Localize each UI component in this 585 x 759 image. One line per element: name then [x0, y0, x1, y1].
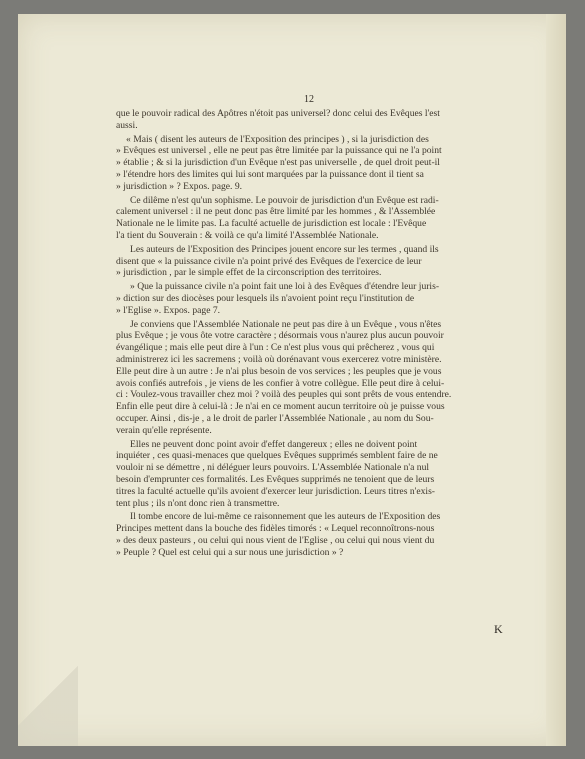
text-line: Elles ne peuvent donc point avoir d'effet dangereux ; elles ne doivent point: [130, 438, 418, 450]
page-spine: [546, 14, 566, 746]
paragraph-1: [116, 108, 504, 132]
paragraph-3: [116, 195, 504, 242]
text-line: Nationale ne le limite pas. La faculté actuelle de jurisdiction est locale : l'Evêque: [116, 218, 427, 230]
text-line: » Peuple ? Quel est celui qui a sur nous une jurisdiction » ?: [116, 546, 344, 558]
page-number: 12: [304, 94, 314, 105]
text-line: » diction sur des diocèses pour lesquels ils n'avoient point reçu l'institution de: [116, 292, 415, 304]
text-line: avois confiés autrefois , je viens de les confier à votre collègue. Elle peut dire à celui-: [116, 377, 445, 389]
text-line: verain qu'elle représente.: [116, 424, 212, 436]
text-line: » jurisdiction , par le simple effet de la circonscription des territoires.: [116, 267, 382, 279]
page-body: [116, 108, 504, 560]
text-line: » Evêques est universel , elle ne peut pas être limitée par la puissance qui ne l'a point: [116, 145, 442, 157]
paragraph-2: [116, 134, 504, 193]
text-line: l'a tient du Souverain : & voilà ce qu'a limité l'Assemblée Nationale.: [116, 229, 379, 241]
paragraph-4: [116, 244, 504, 279]
text-line: » établie ; & si la jurisdiction d'un Evêque n'est pas universelle , de quel droit peut-il: [116, 157, 440, 169]
text-line: » des deux pasteurs , ou celui qui nous vient de l'Eglise , ou celui qui nous vient du: [116, 534, 435, 546]
text-line: plus Evêque ; je vous ôte votre caractère ; désormais vous n'aurez plus aucun pouvoir: [116, 330, 444, 342]
text-line: aussi.: [116, 119, 138, 131]
text-line: Elle peut dire à un autre : Je n'ai plus besoin de vos services ; les peuples que je vous: [116, 365, 442, 377]
text-line: que le pouvoir radical des Apôtres n'étoit pas universel? donc celui des Evêques l'est: [116, 108, 440, 119]
text-line: Les auteurs de l'Exposition des Principes jouent encore sur les termes , quand ils: [130, 243, 439, 255]
text-line: » l'étendre hors des limites qui lui sont marquées par la puissance dont il tient sa: [116, 168, 424, 180]
text-line: disent que « la puissance civile n'a point privé des Evêques de l'exercice de leur: [116, 255, 422, 267]
text-line: Enfin elle peut dire à celui-là : Je n'ai en ce moment aucun territoire où je puisse vous: [116, 401, 445, 413]
text-line: Il tombe encore de lui-même ce raisonnement que les auteurs de l'Exposition des: [130, 511, 441, 523]
text-line: Principes mettent dans la bouche des fidèles timorés : « Lequel reconnoîtrons-nous: [116, 523, 435, 535]
paragraph-5: [116, 281, 504, 316]
text-line: » l'Eglise ». Expos. page 7.: [116, 304, 221, 316]
text-line: calement universel : il ne peut donc pas être limité par les hommes , & l'Assemblée: [116, 206, 436, 218]
text-line: titres la faculté actuelle qu'ils avoient d'exercer leur jurisdiction. Leurs titres n'exis-: [116, 485, 435, 497]
text-line: « Mais ( disent les auteurs de l'Exposition des principes ) , si la jurisdiction des: [126, 133, 429, 145]
text-line: Je conviens que l'Assemblée Nationale ne peut pas dire à un Evêque , vous n'êtes: [130, 318, 442, 330]
paragraph-6: [116, 319, 504, 437]
paragraph-7: [116, 439, 504, 510]
paragraph-8: [116, 511, 504, 558]
text-line: Ce dilême n'est qu'un sophisme. Le pouvoir de jurisdiction d'un Evêque est radi-: [130, 194, 439, 206]
text-line: besoin d'emprunter ces formalités. Les Evêques supprimés ne tenoient que de leurs: [116, 473, 435, 485]
text-line: » jurisdiction » ? Expos. page. 9.: [116, 180, 243, 192]
text-line: tent plus ; ils n'ont donc rien à transmettre.: [116, 497, 280, 509]
folded-corner: [18, 646, 78, 746]
text-line: évangélique ; mais elle peut dire à l'un : Ce n'est plus vous qui prêcherez , vous qui: [116, 342, 435, 354]
text-line: occuper. Ainsi , dis-je , a le droit de parler l'Assemblée Nationale , au nom du Sou-: [116, 412, 434, 424]
signature-mark: K: [494, 622, 503, 636]
text-line: administrerez ici les sacremens ; voilà où dorénavant vous exercerez votre ministère.: [116, 353, 442, 365]
text-line: ci : Voulez-vous travailler chez moi ? voilà des peuples qui sont prêts de vous entendre.: [116, 389, 452, 401]
text-line: vouloir ni se démettre , ni déléguer leurs pouvoirs. L'Assemblée Nationale n'a nul: [116, 462, 430, 474]
text-line: » Que la puissance civile n'a point fait une loi à des Evêques d'étendre leur juris-: [130, 281, 440, 293]
text-line: inquiéter , ces quasi-menaces que quelques Evêques supprimés semblent faire de ne: [116, 450, 438, 462]
